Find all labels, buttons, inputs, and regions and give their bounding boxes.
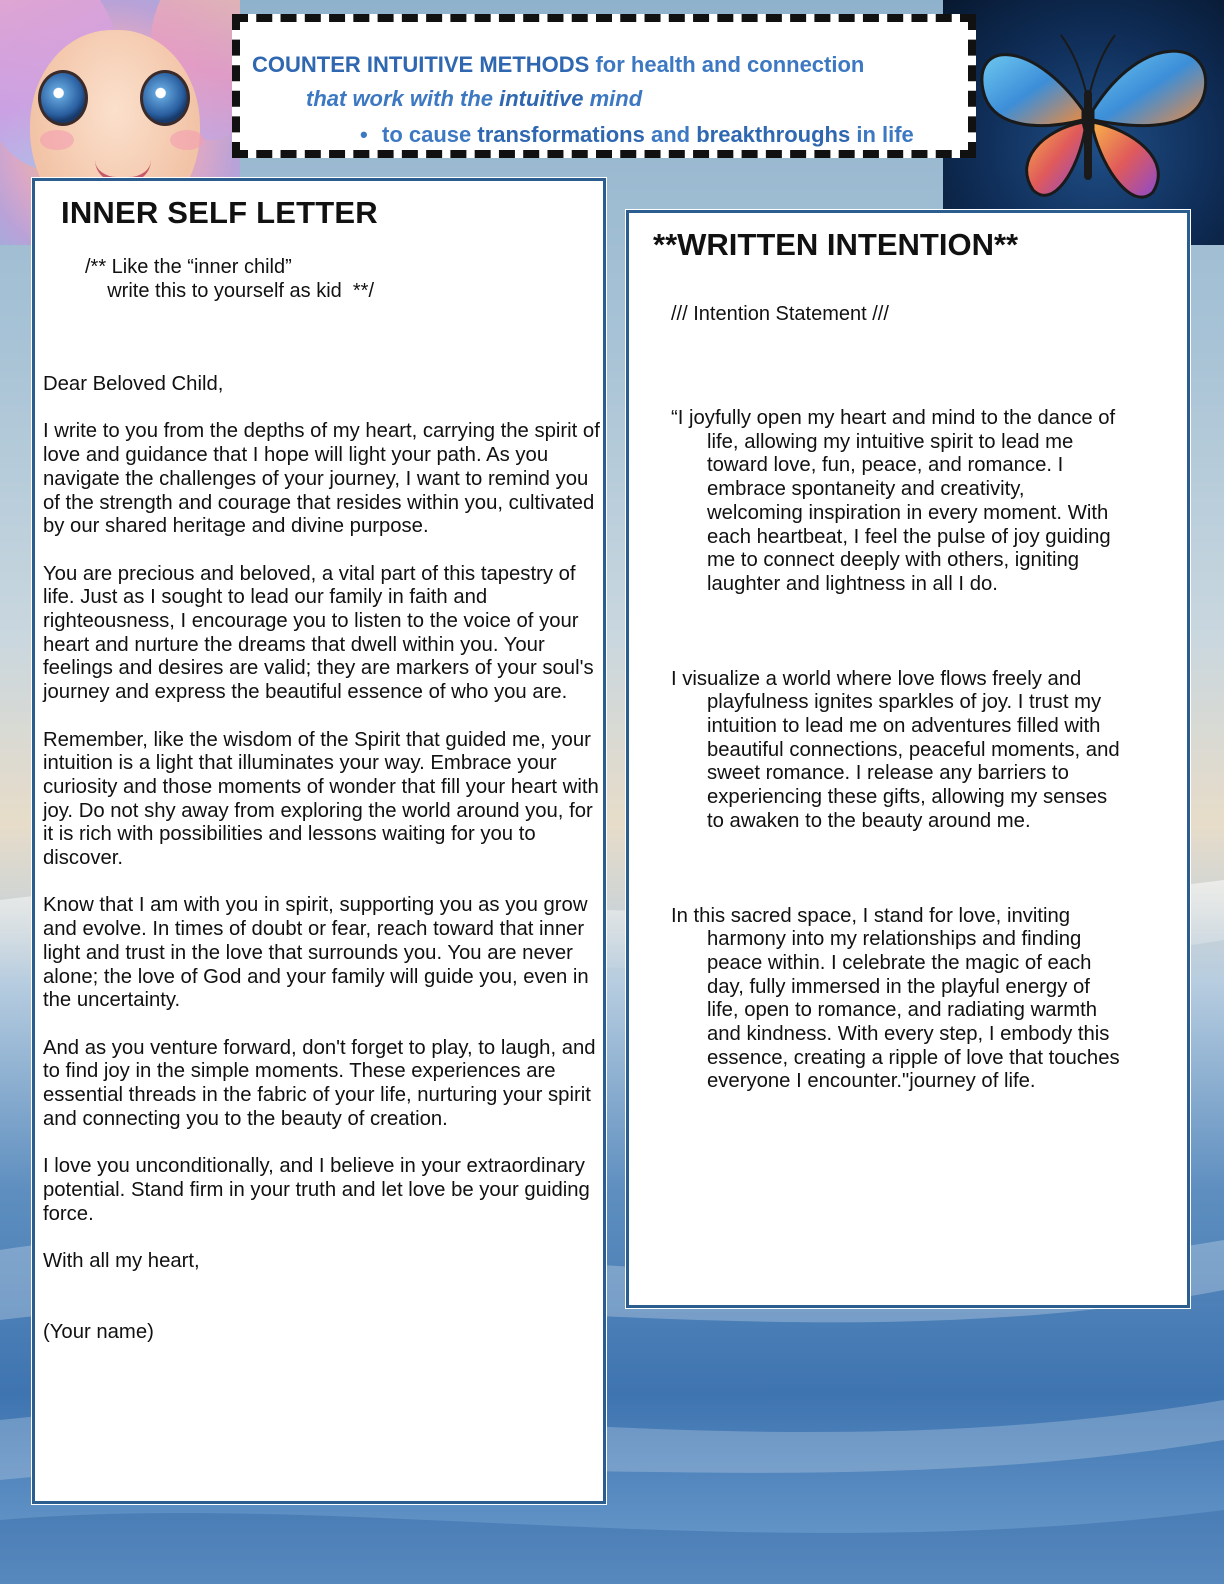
left-note-line-2: write this to yourself as kid **/: [85, 280, 374, 302]
letter-paragraph: You are precious and beloved, a vital part of this tapestry of life. Just as I sought to lead our family in faith and righteousness, I encourage you to listen to the voice of your heart and nurture the dreams that dwell within you. Your feelings and desires are valid; they are markers of your soul's journey and express the beautiful essence of who you are.: [43, 562, 594, 704]
letter-paragraph: I love you unconditionally, and I believe in your extraordinary potential. Stand firm in your truth and let love be your guiding force.: [43, 1155, 590, 1225]
right-eye-icon: [140, 70, 190, 126]
butterfly-illustration: [943, 0, 1224, 245]
intention-paragraph: I visualize a world where love flows freely and playfulness ignites sparkles of joy. I trust my intuition to lead me on adventures filled with beautiful connections, peaceful moments, and sweet romance. I release any barriers to experiencing these gifts, allowing my senses to awaken to the beauty around me.: [671, 667, 1120, 832]
letter-paragraph: Know that I am with you in spirit, supporting you as you grow and evolve. In times of doubt or fear, reach toward that inner light and trust in the love that surrounds you. You are never alone; the love of God and your family will guide you, even in the uncertainty.: [43, 894, 589, 1012]
right-panel-note: /// Intention Statement ///: [671, 303, 889, 325]
butterfly-icon: [943, 0, 1224, 245]
letter-greeting: Dear Beloved Child,: [43, 373, 224, 395]
banner-line-2: [252, 82, 954, 116]
letter-closing: With all my heart,: [43, 1249, 200, 1272]
inner-self-letter-panel: [32, 178, 606, 1504]
banner-line-1-rest: for health and connection: [589, 52, 865, 77]
banner-line-1-bold: COUNTER INTUITIVE METHODS: [252, 52, 590, 77]
intention-paragraph: “I joyfully open my heart and mind to the dance of life, allowing my intuitive spirit to lead me toward love, fun, peace, and romance. I embrace spontaneity and creativity, welcoming inspiration in every moment. With each heartbeat, I feel the pulse of joy guiding me to connect deeply with others, igniting laughter and lightness in all I do.: [671, 407, 1116, 595]
banner-line-2-bold: intuitive: [499, 86, 584, 111]
banner-line-2-pre: that work with the: [306, 86, 500, 111]
left-panel-title: INNER SELF LETTER: [61, 195, 378, 230]
banner-line-3: [252, 116, 954, 154]
banner-line-3-post: in life: [850, 122, 914, 147]
banner-line-3-bold-2: breakthroughs: [696, 122, 851, 147]
banner-line-3-bold-1: transformations: [477, 122, 645, 147]
left-eye-icon: [38, 70, 88, 126]
banner-line-3-pre: to cause: [382, 122, 478, 147]
written-intention-panel: [626, 210, 1190, 1308]
right-panel-title: **WRITTEN INTENTION**: [653, 227, 1019, 262]
letter-body: [43, 373, 603, 1368]
letter-paragraph: Remember, like the wisdom of the Spirit that guided me, your intuition is a light that illuminates your way. Embrace your curiosity and those moments of wonder that fill your heart with joy. Do not shy away from exploring the world around you, for it is rich with possibilities and lessons waiting for you to discover.: [43, 728, 599, 870]
letter-signature: (Your name): [43, 1320, 154, 1343]
bullet-icon: •: [360, 122, 368, 147]
header-banner: [232, 14, 976, 158]
left-note-line-1: /** Like the “inner child”: [85, 256, 292, 278]
intention-paragraph: In this sacred space, I stand for love, inviting harmony into my relationships and finding peace within. I celebrate the magic of each day, fully immersed in the playful energy of life, open to romance, and radiating warmth and kindness. With every step, I embody this essence, creating a ripple of love that touches everyone I encounter."journey of life.: [671, 904, 1120, 1093]
banner-line-3-mid: and: [644, 122, 697, 147]
banner-line-1: [252, 48, 954, 82]
left-panel-note: [85, 255, 374, 303]
banner-line-2-post: mind: [583, 86, 643, 111]
intention-body: [671, 407, 1121, 1165]
letter-paragraph: I write to you from the depths of my heart, carrying the spirit of love and guidance that I hope will light your path. As you navigate the challenges of your journey, I want to remind you of the strength and courage that resides within you, cultivated by our shared heritage and divine purpose.: [43, 420, 600, 538]
letter-paragraph: And as you venture forward, don't forget to play, to laugh, and to find joy in the simple moments. These experiences are essential threads in the fabric of your life, nurturing your spirit and connecting you to the beauty of creation.: [43, 1036, 596, 1130]
